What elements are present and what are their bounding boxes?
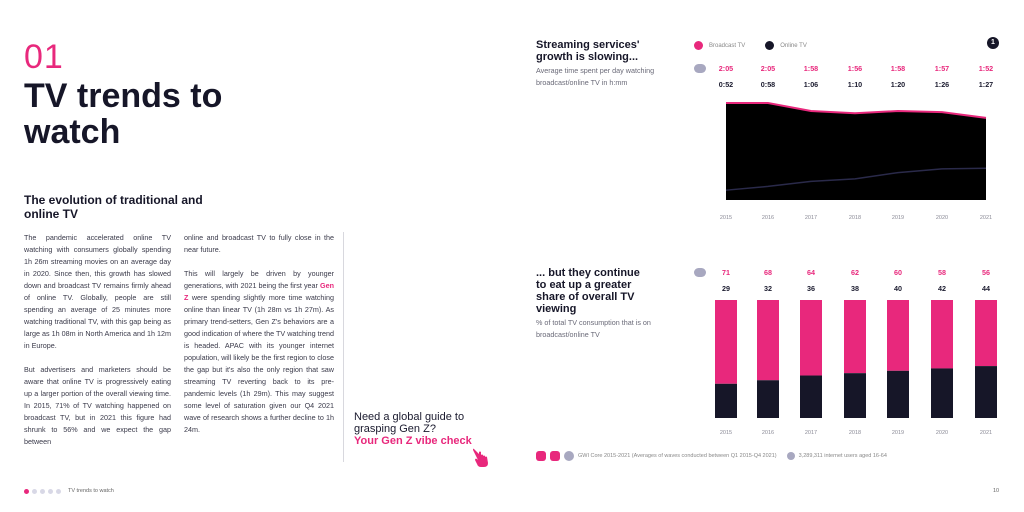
online-value-label: 44 — [982, 284, 990, 293]
online-value-label: 1:10 — [847, 80, 863, 89]
paragraph: online and broadcast TV to fully close in the near future. — [184, 233, 334, 254]
footer — [24, 488, 114, 494]
online-bar — [757, 380, 779, 418]
broadcast-value-label: 68 — [764, 268, 772, 277]
online-value-label: 29 — [722, 284, 730, 293]
progress-dot — [32, 489, 37, 494]
progress-dot — [40, 489, 45, 494]
x-tick-label: 2021 — [979, 430, 993, 436]
paragraph-text: were spending slightly more time watching online than linear TV (1h 28m vs 1h 27m). As primary trend-setters, Gen Z's behaviors are a good indication of where the TV watching trend is headed. APAC with its younger internet population, will likely be the first region to close the gap but it's also the only region that saw streaming TV reverting back to its pre-pandemic levels (1h 29m). This may suggest some level of saturation given our Q4 2021 wave of research shows a further decline to 1h 24m. — [184, 293, 334, 434]
online-value-label: 40 — [894, 284, 902, 293]
online-value-label: 1:26 — [934, 80, 950, 89]
online-bar — [800, 376, 822, 418]
source-icon — [536, 451, 546, 461]
x-tick-label: 2019 — [891, 430, 905, 436]
x-tick-label: 2017 — [804, 215, 818, 221]
broadcast-value-label: 71 — [722, 268, 730, 277]
online-value-label: 0:52 — [718, 80, 734, 89]
online-value-label: 1:20 — [890, 80, 906, 89]
online-bar — [844, 373, 866, 418]
source-note — [536, 451, 887, 461]
broadcast-bar — [844, 300, 866, 373]
progress-dot — [24, 489, 29, 494]
paragraph-text: This will largely be driven by younger generations, with 2021 being the first year — [184, 269, 334, 290]
globe-icon — [564, 451, 574, 461]
online-value-label: 38 — [851, 284, 859, 293]
page-title: TV trends to watch — [24, 77, 223, 151]
x-tick-label: 2017 — [804, 430, 818, 436]
legend-label: Online TV — [780, 42, 807, 49]
chart1-title: Streaming services' growth is slowing... — [536, 39, 640, 63]
people-icon — [787, 452, 795, 460]
paragraph: But advertisers and marketers should be aware that online TV is progressively eating up a larger portion of the overall viewing time. In 2015, 71% of TV watching happened on broadcast TV, but in 2021 this figure had shrunk to 56% and we expect the gap between — [24, 365, 171, 446]
online-value-label: 1:06 — [803, 80, 819, 89]
broadcast-value-label: 58 — [938, 268, 946, 277]
broadcast-value-label: 1:58 — [803, 64, 819, 73]
chart2-subtitle: % of total TV consumption that is on broadcast/online TV — [536, 318, 651, 339]
broadcast-bar — [887, 300, 909, 371]
progress-dot — [48, 489, 53, 494]
online-bar — [975, 366, 997, 418]
online-value-label: 36 — [807, 284, 815, 293]
broadcast-value-label: 56 — [982, 268, 990, 277]
broadcast-value-label: 2:05 — [718, 64, 734, 73]
paragraph: The pandemic accelerated online TV watching with consumers globally spending 1h 26m streaming movies on an average day in 2020. Since then, this growth has slowed down and broadcast TV remains firmly ahead of online TV. Globally, people are still spending an average of 25 minutes more watching traditional TV, with this gap being as large as 1h 08m in North America and 1h 12m in Europe. — [24, 233, 171, 350]
online-value-label: 1:27 — [978, 80, 994, 89]
base-label: 3,289,311 internet users aged 16-64 — [798, 453, 887, 459]
chart2-title: ... but they continue to eat up a greater share of overall TV viewing — [536, 267, 640, 315]
x-tick-label: 2015 — [719, 215, 733, 221]
x-tick-label: 2020 — [935, 215, 949, 221]
page-number: 10 — [993, 488, 1000, 494]
x-tick-label: 2016 — [761, 215, 775, 221]
x-tick-label: 2020 — [935, 430, 949, 436]
section-number: 01 — [24, 38, 64, 76]
online-value-label: 42 — [938, 284, 946, 293]
broadcast-bar — [975, 300, 997, 366]
broadcast-bar — [800, 300, 822, 376]
x-tick-label: 2018 — [848, 430, 862, 436]
broadcast-value-label: 1:56 — [847, 64, 863, 73]
legend-label: Broadcast TV — [709, 42, 746, 49]
online-bar — [715, 384, 737, 418]
source-label: GWI Core 2015-2021 (Averages of waves conducted between Q1 2015-Q4 2021) — [578, 453, 777, 459]
broadcast-bar — [715, 300, 737, 384]
online-value-label: 32 — [764, 284, 772, 293]
online-bar — [887, 371, 909, 418]
progress-dot — [56, 489, 61, 494]
broadcast-value-label: 2:05 — [760, 64, 776, 73]
broadcast-value-label: 1:57 — [934, 64, 950, 73]
broadcast-value-label: 60 — [894, 268, 902, 277]
x-tick-label: 2018 — [848, 215, 862, 221]
subheading: The evolution of traditional and online TV — [24, 193, 203, 221]
gen-z-highlight: Gen Z — [184, 281, 334, 302]
x-tick-label: 2016 — [761, 430, 775, 436]
broadcast-bar — [931, 300, 953, 368]
online-bar — [931, 368, 953, 418]
source-icon — [550, 451, 560, 461]
x-tick-label: 2015 — [719, 430, 733, 436]
guide-promo: Need a global guide to grasping Gen Z? — [354, 411, 465, 435]
broadcast-value-label: 1:58 — [890, 64, 906, 73]
x-tick-label: 2021 — [979, 215, 993, 221]
broadcast-value-label: 1:52 — [978, 64, 994, 73]
footer-label: TV trends to watch — [68, 488, 114, 494]
broadcast-value-label: 62 — [851, 268, 859, 277]
online-value-label: 0:58 — [760, 80, 776, 89]
note-badge: 1 — [987, 37, 999, 49]
gen-z-guide-link[interactable]: Your Gen Z vibe check — [354, 435, 472, 447]
broadcast-value-label: 64 — [807, 268, 815, 277]
broadcast-bar — [757, 300, 779, 380]
chart1-subtitle: Average time spent per day watching broadcast/online TV in h:mm — [536, 66, 655, 87]
x-tick-label: 2019 — [891, 215, 905, 221]
